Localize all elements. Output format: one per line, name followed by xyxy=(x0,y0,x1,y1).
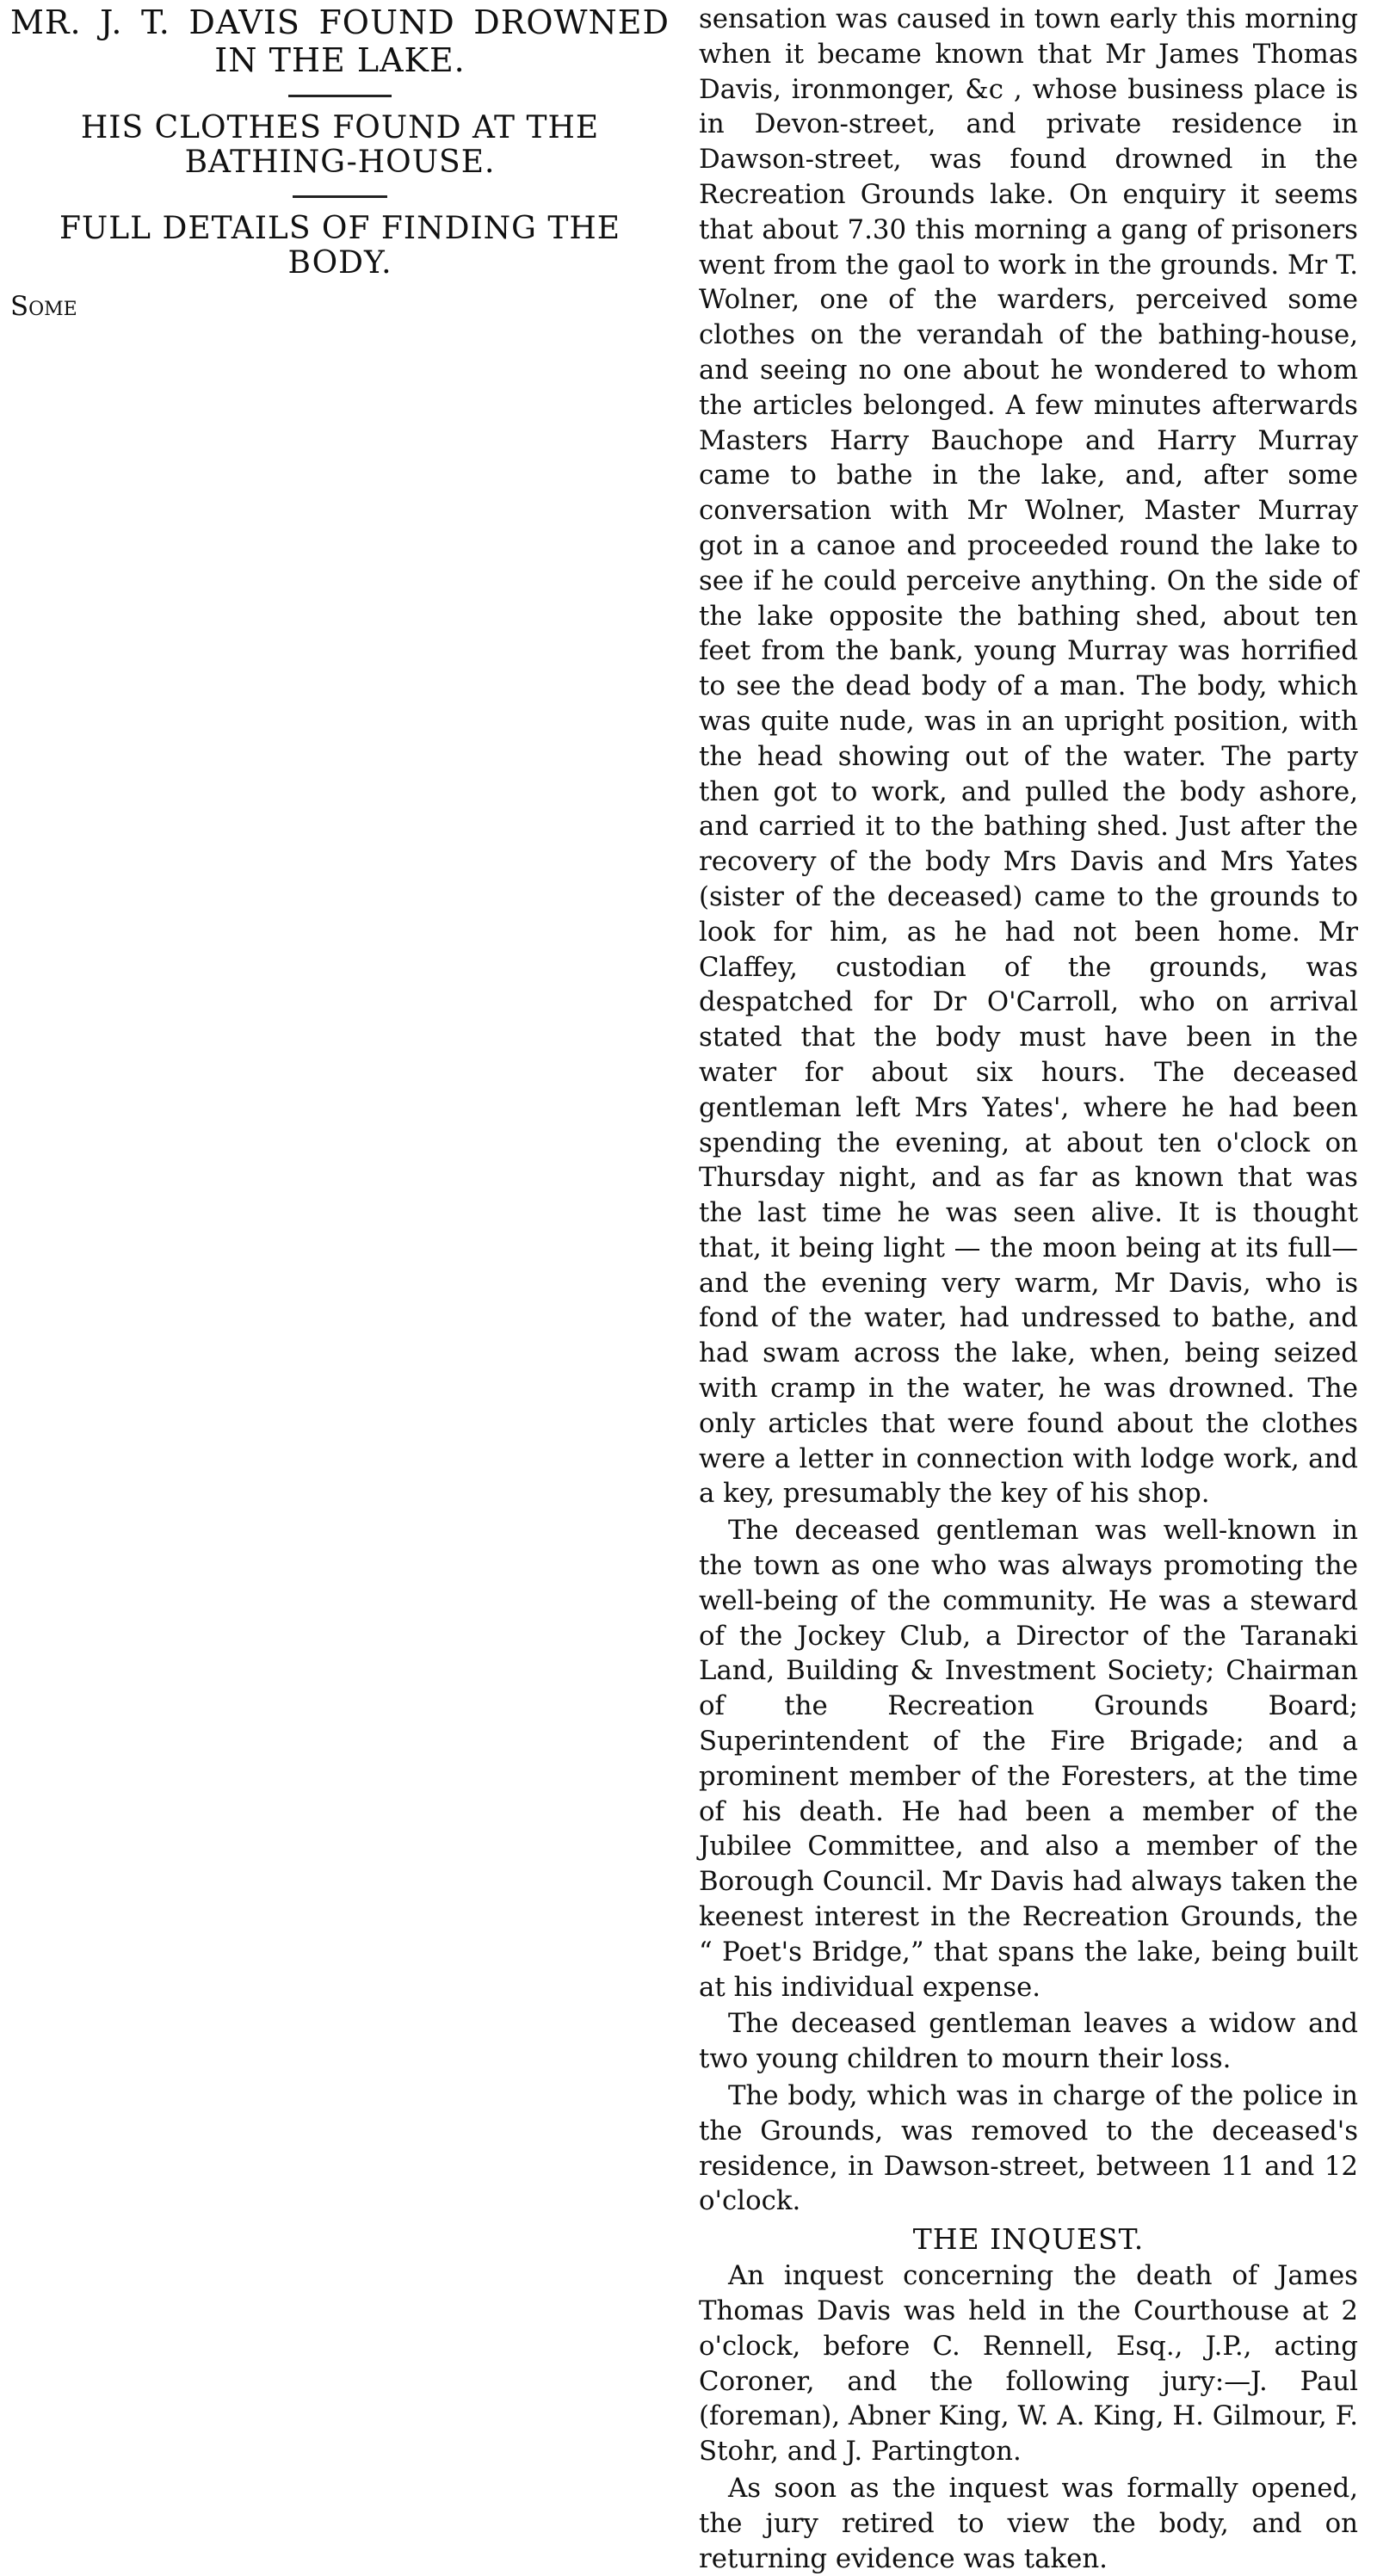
body-paragraph-4: The body, which was in charge of the police in the Grounds, was removed to the deceased's residence, in Dawson-street, between 11 and 12 o'clock. xyxy=(699,2080,1358,2217)
inquest-paragraph-1: An inquest concerning the death of James Thomas Davis was held in the Courthouse at 2 o'clock, before C. Rennell, Esq., J.P., acting Coroner, and the following jury:—J. Paul (foreman), Abner King, W. A. King, H. Gilmour, F. Stohr, and J. Partington. xyxy=(699,2260,1358,2468)
inquest-paragraph-2: As soon as the inquest was formally opened, the jury retired to view the body, and on returning evidence was taken. xyxy=(699,2472,1358,2574)
column-left xyxy=(10,2,670,1677)
subhead-rule xyxy=(293,195,387,198)
subhead-clothes: HIS CLOTHES FOUND AT THE BATHING-HOUSE. xyxy=(80,110,600,180)
body-paragraph-1a xyxy=(10,289,670,324)
body-paragraph-3: The deceased gentleman leaves a widow and two young children to mourn their loss. xyxy=(699,2008,1358,2075)
column-right xyxy=(699,2,1358,2574)
lead-word: Some xyxy=(10,291,77,322)
section-heading-inquest: THE INQUEST. xyxy=(912,2222,1145,2257)
body-paragraph-1b: sensation was caused in town early this morning when it became known that Mr James Thomas Davis, ironmonger, &c , whose business place is in Devon-street, and private residence in Dawson-street, was found drowned in the Recreation Grounds lake. On enquiry it seems that about 7.30 this morning a gang of prisoners went from the gaol to work in the grounds. Mr T. Wolner, one of the warders, perceived some clothes on the verandah of the bathing-house, and seeing no one about he wondered to whom the articles belonged. A few minutes afterwards Masters Harry Bauchope and Harry Murray came to bathe in the lake, and, after some conversation with Mr Wolner, Master Murray got in a canoe and proceeded round the lake to see if he could perceive anything. On the side of the lake opposite the bathing shed, about ten feet from the bank, young Murray was horrified to see the dead body of a man. The body, which was quite nude, was in an upright position, with the head showing out of the water. The party then got to work, and pulled the body ashore, and carried it to the bathing shed. Just after the recovery of the body Mrs Davis and Mrs Yates (sister of the deceased) came to the grounds to look for him, as he had not been home. Mr Claffey, custodian of the grounds, was despatched for Dr O'Carroll, who on arrival stated that the body must have been in the water for about six hours. The deceased gentleman left Mrs Yates', where he had been spending the evening, at about ten o'clock on Thursday night, and as far as known that was the last time he was seen alive. It is thought that, it being light — the moon being at its full—and the evening very warm, Mr Davis, who is fond of the water, had undressed to bathe, and had swam across the lake, when, being seized with cramp in the water, he was drowned. The only articles that were found about the clothes were a letter in connection with lodge work, and a key, presumably the key of his shop. xyxy=(699,3,1358,1510)
headline-rule xyxy=(288,95,392,97)
headline: MR. J. T. DAVIS FOUND DROWNED IN THE LAKE. xyxy=(10,3,670,79)
body-paragraph-2: The deceased gentleman was well-known in the town as one who was always promoting the well-being of the community. He was a steward of the Jockey Club, a Director of the Taranaki Land, Building & Investment Society; Chairman of the Recreation Grounds Board; Superintendent of the Fire Brigade; and a prominent member of the Foresters, at the time of his death. He had been a member of the Jubilee Committee, and also a member of the Borough Council. Mr Davis had always taken the keenest interest in the Recreation Grounds, the “ Poet's Bridge,” that spans the lake, being built at his individual expense. xyxy=(699,1515,1358,2003)
subhead-details: FULL DETAILS OF FINDING THE BODY. xyxy=(59,211,621,281)
